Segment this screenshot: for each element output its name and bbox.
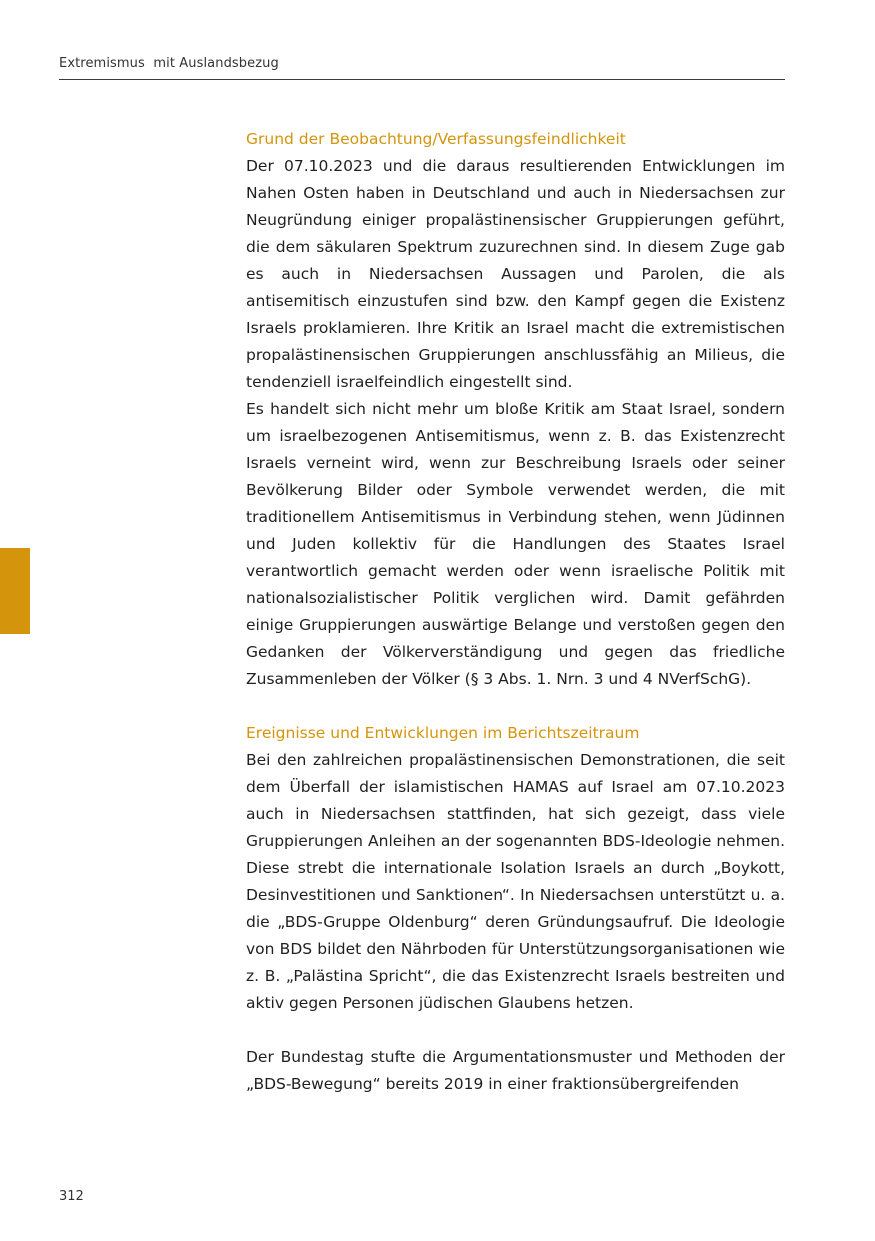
- chapter-side-marker: [0, 548, 30, 634]
- paragraph: Es handelt sich nicht mehr um bloße Kritik am Staat Israel, sondern um israelbezogenen Antisemitismus, wenn z. B. das Existenzrecht Israels verneint wird, wenn zur Beschreibung Israels oder seiner Bevölkerung Bilder oder Symbole verwendet werden, die mit traditionellem Antisemitismus in Verbindung stehen, wenn Jüdinnen und Juden kollektiv für die Handlungen des Staates Israel verantwortlich gemacht werden oder wenn israelische Politik mit nationalsozialistischer Politik verglichen wird. Damit gefährden einige Gruppierungen auswärtige Belange und verstoßen gegen den Gedanken der Völkerverständigung und gegen das friedliche Zusammenleben der Völker (§ 3 Abs. 1. Nrn. 3 und 4 NVerfSchG).: [246, 400, 785, 688]
- page-number: 312: [59, 1189, 84, 1204]
- paragraph: Bei den zahlreichen propalästinensischen Demonstrationen, die seit dem Überfall der islamistischen HAMAS auf Israel am 07.10.2023 auch in Niedersachsen stattfinden, hat sich gezeigt, dass viele Gruppierungen Anleihen an der sogenannten BDS-Ideologie nehmen. Diese strebt die internationale Isolation Israels an durch „Boykott, Desinvestitionen und Sanktionen“. In Niedersachsen unterstützt u. a. die „BDS-Gruppe Oldenburg“ deren Gründungsaufruf. Die Ideologie von BDS bildet den Nährboden für Unterstützungsorganisationen wie z. B. „Palästina Spricht“, die das Existenzrecht Israels bestreiten und aktiv gegen Personen jüdischen Glaubens hetzen.: [246, 751, 785, 1012]
- main-content: [246, 126, 785, 1098]
- paragraph-gap: [246, 1017, 785, 1044]
- running-header: Extremismus mit Auslandsbezug: [59, 56, 279, 71]
- paragraph: Der 07.10.2023 und die daraus resultierenden Entwicklungen im Nahen Osten haben in Deutschland und auch in Niedersachsen zur Neugründung einiger propalästinensischer Gruppierungen geführt, die dem säkularen Spektrum zuzurechnen sind. In diesem Zuge gab es auch in Niedersachsen Aussagen und Parolen, die als antisemitisch einzustufen sind bzw. den Kampf gegen die Existenz Israels proklamieren. Ihre Kritik an Israel macht die extremistischen propalästinensischen Gruppierungen anschlussfähig an Milieus, die tendenziell israelfeindlich eingestellt sind.: [246, 157, 785, 391]
- paragraph: Der Bundestag stufte die Argumentationsmuster und Methoden der „BDS-Bewegung“ bereits 2019 in einer fraktionsübergreifenden: [246, 1048, 785, 1093]
- section-heading-grund: Grund der Beobachtung/Verfassungsfeindlichkeit: [246, 130, 626, 148]
- section-gap: [246, 693, 785, 720]
- section-heading-ereignisse: Ereignisse und Entwicklungen im Berichtszeitraum: [246, 724, 640, 742]
- header-divider: [59, 79, 785, 80]
